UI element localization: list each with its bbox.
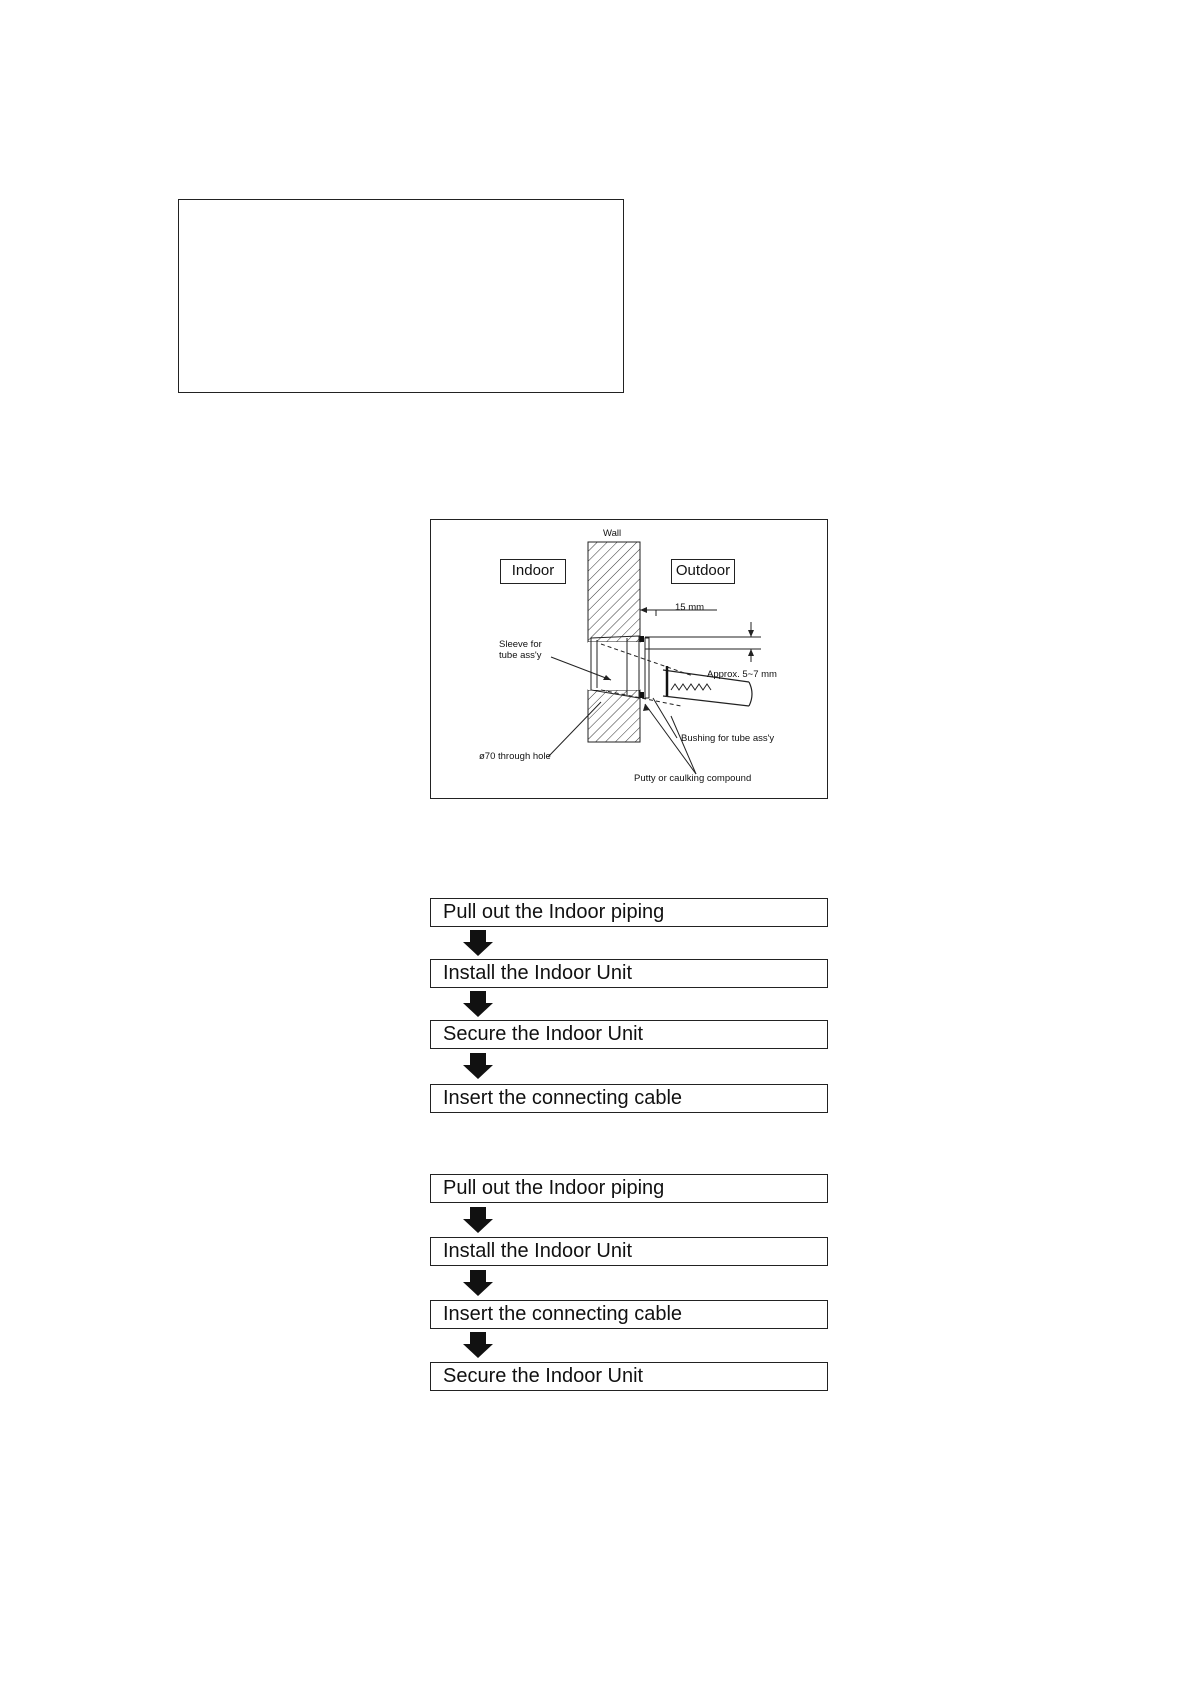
flow1-step-3: Secure the Indoor Unit — [430, 1020, 828, 1049]
down-arrow-icon — [462, 1270, 494, 1296]
down-arrow-icon — [462, 930, 494, 956]
flow2-step-2: Install the Indoor Unit — [430, 1237, 828, 1266]
dimension-15mm: 15 mm — [675, 602, 705, 613]
flow2-step-3: Insert the connecting cable — [430, 1300, 828, 1329]
flow1-step-1: Pull out the Indoor piping — [430, 898, 828, 927]
sleeve-label: Sleeve for tube ass'y — [499, 639, 542, 661]
approx-label: Approx. 5~7 mm — [707, 669, 777, 680]
note-box — [178, 199, 624, 393]
bushing — [645, 638, 649, 698]
wall-label: Wall — [603, 528, 622, 539]
outdoor-label: Outdoor — [671, 559, 735, 584]
down-arrow-icon — [462, 991, 494, 1017]
flow1-step-2: Install the Indoor Unit — [430, 959, 828, 988]
flow2-step-4: Secure the Indoor Unit — [430, 1362, 828, 1391]
through-hole-label: ø70 through hole — [479, 751, 551, 762]
down-arrow-icon — [462, 1207, 494, 1233]
down-arrow-icon — [462, 1332, 494, 1358]
bushing-label: Bushing for tube ass'y — [681, 733, 775, 744]
wall-sleeve-diagram — [430, 519, 828, 799]
flow1-step-4: Insert the connecting cable — [430, 1084, 828, 1113]
wall-upper — [588, 542, 640, 642]
wall-lower — [588, 690, 640, 742]
down-arrow-icon — [462, 1053, 494, 1079]
putty-label: Putty or caulking compound — [634, 773, 752, 784]
flow2-step-1: Pull out the Indoor piping — [430, 1174, 828, 1203]
indoor-label: Indoor — [500, 559, 566, 584]
